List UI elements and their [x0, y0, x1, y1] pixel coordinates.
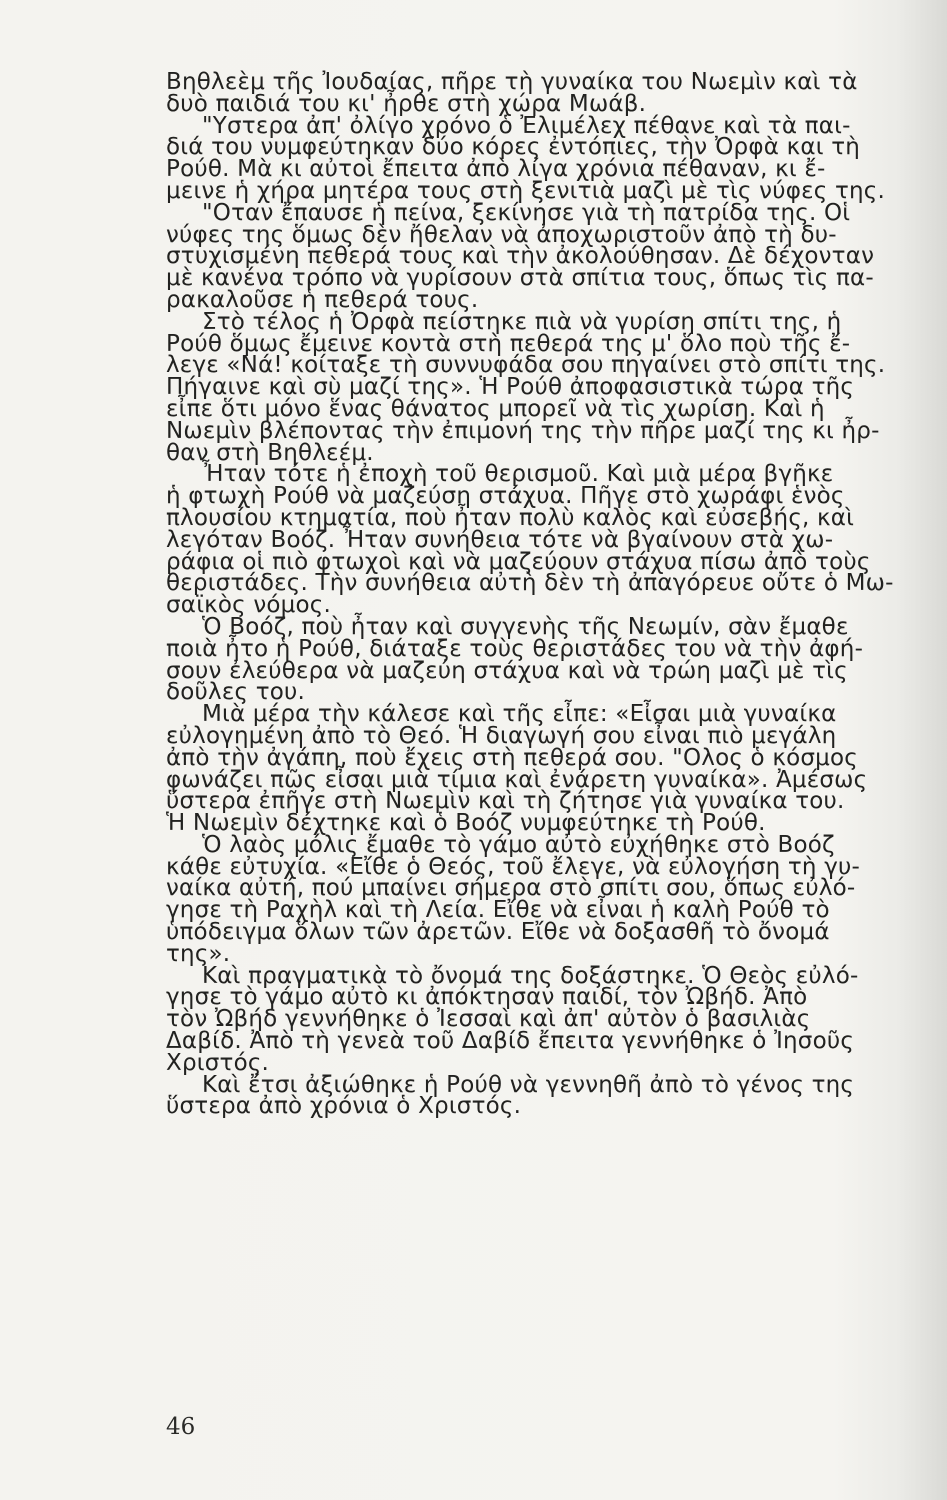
- text-line: Ἡ Νωεμὶν δέχτηκε καὶ ὁ Βοόζ νυμφεύτηκε τὴ Ρούθ.: [166, 810, 766, 837]
- text-line: ἡ φτωχὴ Ρούθ νὰ μαζεύση στάχυα. Πῆγε στὸ χωράφι ἑνὸς: [166, 483, 845, 510]
- body-text: [166, 69, 914, 1120]
- text-line: ποιὰ ἦτο ἡ Ρούθ, διάταξε τοὺς θεριστάδες του νὰ τὴν ἀφή-: [166, 635, 864, 662]
- text-line: φωνάζει πῶς εἶσαι μιὰ τίμια καὶ ἐνάρετη γυναίκα». Ἀμέσως: [166, 766, 868, 793]
- text-line: Ὁ λαὸς μόλις ἔμαθε τὸ γάμο αὐτὸ εὐχήθηκε στὸ Βοόζ: [202, 831, 835, 858]
- text-line: ἀπὸ τὴν ἀγάπη, ποὺ ἔχεις στὴ πεθερά σου. "Ολος ὁ κόσμος: [166, 744, 858, 771]
- text-line: "Οταν ἔπαυσε ἡ πείνα, ξεκίνησε γιὰ τὴ πατρίδα της. Οἱ: [202, 199, 851, 226]
- text-line: λεγόταν Βοόζ. Ἦταν συνήθεια τότε νὰ βγαίνουν στὰ χω-: [166, 526, 834, 553]
- text-line: ναίκα αὐτή, πού μπαίνει σήμερα στὸ σπίτι σου, ὅπως εὐλό-: [166, 875, 856, 902]
- text-line: πλουσίου κτηματία, ποὺ ἦταν πολὺ καλὸς καὶ εὐσεβής, καὶ: [166, 504, 855, 531]
- text-line: Βηθλεὲμ τῆς Ἰουδαίας, πῆρε τὴ γυναίκα του Νωεμὶν καὶ τὰ: [166, 69, 858, 95]
- text-line: Μιὰ μέρα τὴν κάλεσε καὶ τῆς εἶπε: «Εἶσαι μιὰ γυναίκα: [202, 701, 837, 728]
- text-line: θεριστάδες. Τὴν συνήθεια αὐτὴ δὲν τὴ ἀπαγόρευε οὔτε ὁ Μω-: [166, 570, 894, 597]
- page-number: 46: [166, 1414, 196, 1440]
- text-line: Ρούθ. Μὰ κι αὐτοὶ ἔπειτα ἀπὸ λίγα χρόνια πέθαναν, κι ἔ-: [166, 156, 826, 183]
- text-line: Δαβίδ. Ἀπὸ τὴ γενεὰ τοῦ Δαβίδ ἔπειτα γεννήθηκε ὁ Ἰησοῦς: [166, 1028, 855, 1055]
- text-line: διά του νυμφεύτηκαν δύο κόρες ἐντόπιες, τὴν Ὀρφὰ και τὴ: [166, 134, 861, 161]
- text-line: θαν στὴ Βηθλεέμ.: [166, 439, 374, 466]
- text-line: Νωεμὶν βλέποντας τὴν ἐπιμονή της τὴν πῆρε μαζί της κι ἦρ-: [166, 417, 880, 444]
- text-line: νύφες της ὅμως δὲν ἤθελαν νὰ ἀποχωριστοῦν ἀπὸ τὴ δυ-: [166, 221, 837, 248]
- text-line: Καὶ πραγματικὰ τὸ ὄνομά της δοξάστηκε. Ὁ Θεὸς εὐλό-: [202, 962, 859, 989]
- text-line: γησε τὸ γάμο αὐτὸ κι ἀπόκτησαν παιδί, τὸν Ὠβήδ. Ἀπὸ: [166, 984, 808, 1011]
- text-line: σουν ἐλεύθερα νὰ μαζεύη στάχυα καὶ νὰ τρώη μαζὶ μὲ τὶς: [166, 657, 848, 684]
- text-line: ὑπόδειγμα ὅλων τῶν ἀρετῶν. Εἴθε νὰ δοξασθῆ τὸ ὄνομά: [166, 919, 830, 946]
- text-line: γησε τὴ Ραχὴλ καὶ τὴ Λεία. Εἴθε νὰ εἶναι ἡ καλὴ Ρούθ τὸ: [166, 897, 830, 924]
- text-line: Καὶ ἔτσι ἀξιώθηκε ἡ Ρούθ νὰ γεννηθῆ ἀπὸ τὸ γένος της: [202, 1071, 855, 1098]
- text-line: ὕστερα ἀπὸ χρόνια ὁ Χριστός.: [166, 1093, 522, 1120]
- text-line: λεγε «Νά! κοίταξε τὴ συννυφάδα σου πηγαίνει στὸ σπίτι της.: [166, 352, 886, 379]
- text-line: εἶπε ὅτι μόνο ἕνας θάνατος μπορεῖ νὰ τὶς χωρίση. Καὶ ἡ: [166, 395, 825, 422]
- text-line: ρακαλοῦσε ἡ πεθερά τους.: [166, 286, 479, 313]
- text-line: Ὁ Βοόζ, ποὺ ἦταν καὶ συγγενὴς τῆς Νεωμίν, σὰν ἔμαθε: [202, 613, 849, 640]
- text-line: κάθε εὐτυχία. «Εἴθε ὁ Θεός, τοῦ ἔλεγε, νὰ εὐλογήση τὴ γυ-: [166, 853, 861, 880]
- text-line: Ρούθ ὅμως ἔμεινε κοντὰ στὴ πεθερά της μ' ὅλο ποὺ τῆς ἔ-: [166, 330, 851, 357]
- text-line: μὲ κανένα τρόπο νὰ γυρίσουν στὰ σπίτια τους, ὅπως τὶς πα-: [166, 265, 874, 292]
- text-line: μεινε ἡ χήρα μητέρα τους στὴ ξενιτιὰ μαζὶ μὲ τὶς νύφες της.: [166, 177, 885, 204]
- text-line: σαϊκὸς νόμος.: [166, 592, 331, 619]
- text-line: ὕστερα ἐπῆγε στὴ Νωεμὶν καὶ τὴ ζήτησε γιὰ γυναίκα του.: [166, 788, 845, 815]
- text-line: εὐλογημένη ἀπὸ τὸ Θεό. Ἡ διαγωγή σου εἶναι πιὸ μεγάλη: [166, 722, 837, 749]
- text-line: τὸν Ὠβήδ γεννήθηκε ὁ Ἰεσσαὶ καὶ ἀπ' αὐτὸν ὁ βασιλιὰς: [166, 1006, 811, 1033]
- text-line: Ἦταν τότε ἡ ἐποχὴ τοῦ θερισμοῦ. Καὶ μιὰ μέρα βγῆκε: [202, 461, 834, 488]
- text-line: ράφια οἱ πιὸ φτωχοὶ καὶ νὰ μαζεύουν στάχυα πίσω ἀπὸ τοὺς: [166, 548, 871, 575]
- text-line: δυὸ παιδιά του κι' ἦρθε στὴ χώρα Μωάβ.: [166, 90, 647, 117]
- text-line: στυχισμένη πεθερά τους καὶ τὴν ἀκολούθησαν. Δὲ δέχονταν: [166, 243, 875, 270]
- text-line: Πήγαινε καὶ σὺ μαζί της». Ἡ Ρούθ ἀποφασιστικὰ τώρα τῆς: [166, 374, 855, 401]
- text-line: "Υστερα ἀπ' ὀλίγο χρόνο ὁ Ἐλιμέλεχ πέθανε καὶ τὰ παι-: [202, 112, 851, 139]
- text-line: δοῦλες του.: [166, 679, 306, 706]
- text-line: Χριστός.: [166, 1049, 270, 1076]
- text-line: της».: [166, 940, 231, 967]
- text-line: Στὸ τέλος ἡ Ὀρφὰ πείστηκε πιὰ νὰ γυρίση σπίτι της, ἡ: [202, 308, 842, 335]
